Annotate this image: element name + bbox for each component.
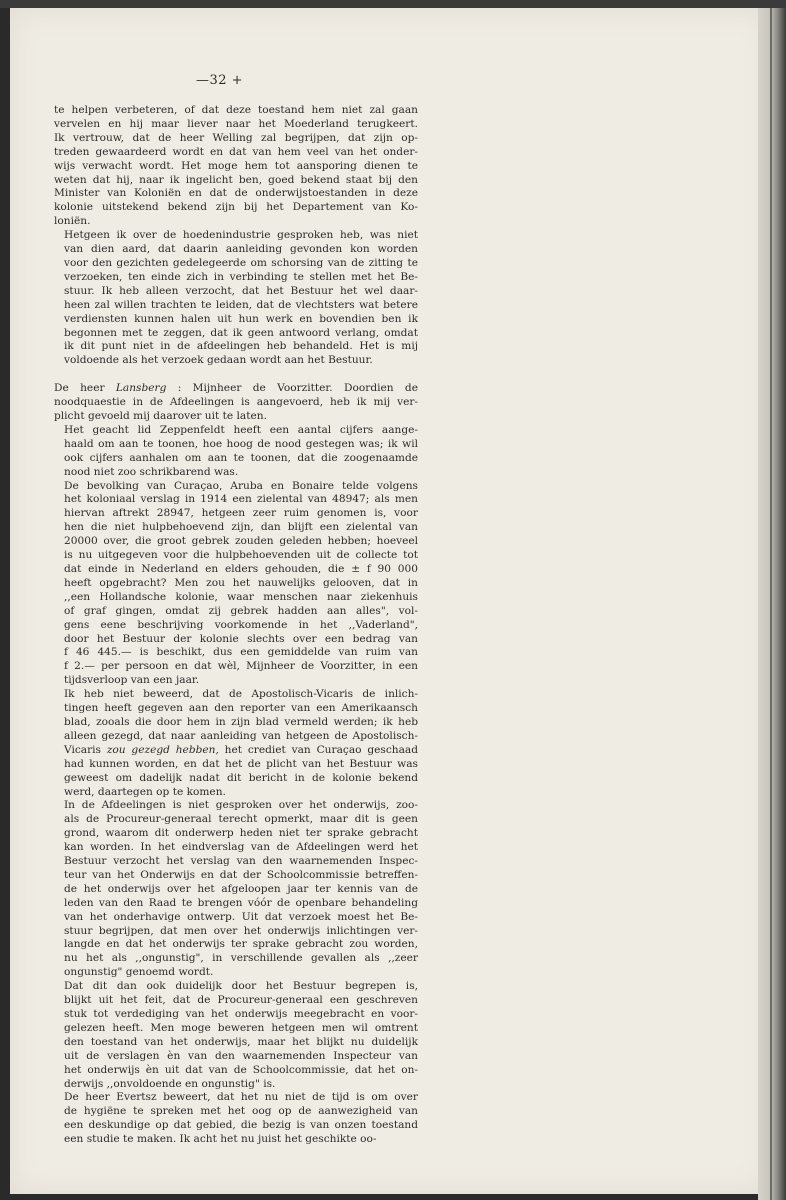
text-line: heen zal willen trachten te leiden, dat de vlechtsters wat betere <box>64 298 418 311</box>
text-line: nu het als ,,ongunstig", in verschillende gevallen als ,,zeer <box>64 952 418 965</box>
text-line: dat einde in Nederland en elders gehouden, die ± f 90 000 <box>64 563 418 575</box>
text-line: haald om aan te toonen, hoe hoog de nood gestegen was; ik wil <box>64 437 418 450</box>
text-line: ,,een Hollandsche kolonie, waar menschen naar ziekenhuis <box>64 590 418 603</box>
text-line: hen die niet hulpbehoevend zijn, dan blijft een zielental van <box>64 521 418 534</box>
text-line: stuur. Ik heb alleen verzocht, dat het Bestuur het wel daar- <box>64 284 418 297</box>
text-line: tijdsverloop van een jaar. <box>64 674 200 687</box>
text-line: tingen heeft gegeven aan den reporter van een Amerikaansch <box>64 702 418 715</box>
text-line: Minister van Koloniën en dat de onderwijstoestanden in deze <box>54 187 418 200</box>
text-line: plicht gevoeld mij daarover uit te laten. <box>54 410 267 423</box>
text-line: of graf gingen, omdat zij gebrek hadden aan alles", vol- <box>64 604 418 617</box>
text-line: blijkt uit het feit, dat de Procureur-generaal een geschreven <box>64 994 418 1007</box>
text-line: is nu uitgegeven voor die hulpbehoevenden uit de collecte tot <box>64 549 418 562</box>
text-line: Vicaris zou gezegd hebben, het crediet van Curaçao geschaad <box>64 743 418 756</box>
text-line: f 46 445.— is beschikt, dus een gemiddelde van ruim van <box>64 646 418 659</box>
text-line: het onderwijs èn uit dat van de Schoolcommissie, dat het on- <box>64 1063 418 1076</box>
text-line: loniën. <box>54 215 91 228</box>
text-line: als de Procureur-generaal terecht opmerkt, maar dit is geen <box>64 813 418 826</box>
text-line: vervelen en hij maar liever naar het Moederland terugkeert. <box>54 117 418 130</box>
text-line: ik dit punt niet in de afdeelingen heb behandeld. Het is mij <box>64 340 418 353</box>
text-line: werd, daartegen op te komen. <box>64 785 226 798</box>
text-line: hiervan aftrekt 28947, hetgeen zeer ruim genomen is, voor <box>64 507 418 520</box>
text-line: van het onderhavige ontwerp. Uit dat verzoek moest het Be- <box>64 910 418 923</box>
text-line: Ik vertrouw, dat de heer Welling zal begrijpen, dat zijn op- <box>54 131 418 144</box>
paragraph <box>54 799 418 980</box>
text-line: langde en dat het onderwijs ter sprake gebracht zou worden, <box>64 938 418 951</box>
text-line: de het onderwijs over het afgeloopen jaar ter kennis van de <box>64 882 418 895</box>
text-line: gens eene beschrijving voorkomende in het ,,Vaderland", <box>64 618 418 631</box>
text-line: Hetgeen ik over de hoedenindustrie gesproken heb, was niet <box>64 229 418 242</box>
text-line: ook cijfers aanhalen om aan te toonen, dat die zoogenaamde <box>64 451 418 464</box>
text-line: uit de verslagen èn van den waarnemenden Inspecteur van <box>64 1049 418 1062</box>
text-line: Bestuur verzocht het verslag van den waarnemenden Inspec- <box>64 855 418 868</box>
text-line: weten dat hij, naar ik ingelicht ben, goed bekend staat bij den <box>54 173 418 186</box>
text-line: heeft opgebracht? Men zou het nauwelijks gelooven, dat in <box>64 576 418 589</box>
text-line: alleen gezegd, dat naar aanleiding van hetgeen de Apostolisch- <box>64 729 418 742</box>
text-line: verzoeken, ten einde zich in verbinding te stellen met het Be- <box>64 270 418 283</box>
text-line: De bevolking van Curaçao, Aruba en Bonaire telde volgens <box>64 479 418 492</box>
text-line: blad, zooals die door hem in zijn blad vermeld werden; ik heb <box>64 715 418 728</box>
paragraph <box>54 688 418 799</box>
text-line: 20000 over, die groot gebrek zouden geleden hebben; hoeveel <box>64 535 418 548</box>
text-line: geweest om dadelijk nadat dit bericht in de kolonie bekend <box>64 771 418 784</box>
text-line: Het geacht lid Zeppenfeldt heeft een aantal cijfers aange- <box>64 423 418 436</box>
text-line: verdiensten kunnen halen uit hun werk en bovendien ben ik <box>64 312 418 325</box>
text-line: het koloniaal verslag in 1914 een zielental van 48947; als men <box>64 493 418 506</box>
paragraph <box>54 229 418 368</box>
text-line: door het Bestuur der kolonie slechts over een bedrag van <box>64 632 418 645</box>
text-line: de hygiëne te spreken met het oog op de aanwezigheid van <box>64 1105 418 1118</box>
text-line: kolonie uitstekend bekend zijn bij het Departement van Ko- <box>54 201 418 214</box>
text-line: treden gewaardeerd wordt en dat van hem veel van het onder- <box>54 145 418 158</box>
paragraph <box>54 382 418 424</box>
text-line: nood niet zoo schrikbarend was. <box>64 465 239 478</box>
text-line: gelezen heeft. Men moge beweren hetgeen men wil omtrent <box>64 1021 418 1034</box>
text-line: De heer Lansberg : Mijnheer de Voorzitter. Doordien de <box>54 382 418 395</box>
text-line: een studie te maken. Ik acht het nu juist het geschikte oo- <box>64 1133 377 1146</box>
text-line: een deskundige op dat gebied, die bezig is van onzen toestand <box>64 1119 418 1132</box>
text-line: derwijs ,,onvoldoende en ongunstig" is. <box>64 1077 276 1090</box>
text-line: voldoende als het verzoek gedaan wordt aan het Bestuur. <box>64 354 373 367</box>
text-line: stuur begrijpen, dat men over het onderwijs inlichtingen ver- <box>64 924 418 937</box>
text-line: De heer Evertsz beweert, dat het nu niet de tijd is om over <box>64 1091 418 1104</box>
text-line: te helpen verbeteren, of dat deze toestand hem niet zal gaan <box>54 104 418 116</box>
text-line: Ik heb niet beweerd, dat de Apostolisch-Vicaris de inlich- <box>64 688 418 701</box>
text-line: teur van het Onderwijs en dat der Schoolcommissie betreffen- <box>64 868 418 881</box>
paragraph <box>54 480 418 689</box>
page-number: —32 + <box>196 73 244 88</box>
text-line: stuk tot verdediging van het onderwijs meegebracht en voor- <box>64 1008 418 1020</box>
text-line: ongunstig" genoemd wordt. <box>64 966 214 979</box>
text-line: In de Afdeelingen is niet gesproken over het onderwijs, zoo- <box>64 799 418 812</box>
text-line: leden van den Raad te brengen vóór de openbare behandeling <box>64 896 418 909</box>
text-line: wijs verwacht wordt. Het moge hem tot aansporing dienen te <box>54 159 418 172</box>
text-line: van dien aard, dat daarin aanleiding gevonden kon worden <box>64 243 418 256</box>
paragraph <box>54 1091 418 1147</box>
text-line: had kunnen worden, en dat het de plicht van het Bestuur was <box>64 757 418 770</box>
scan-top-border <box>0 0 786 8</box>
paragraph <box>54 104 418 229</box>
body-text <box>54 104 418 1147</box>
page-spine-line <box>770 8 772 1200</box>
text-line: voor den gezichten gedelegeerde om schorsing van de zitting te <box>64 256 418 269</box>
text-line: den toestand van het onderwijs, maar het blijkt nu duidelijk <box>64 1035 418 1048</box>
text-line: f 2.— per persoon en dat wèl, Mijnheer de Voorzitter, in een <box>64 660 418 673</box>
text-line: begonnen met te zeggen, dat ik geen antwoord verlang, omdat <box>64 326 418 339</box>
paragraph <box>54 980 418 1091</box>
text-line: kan worden. In het eindverslag van de Afdeelingen werd het <box>64 841 418 854</box>
paragraph <box>54 424 418 480</box>
page-spine-edge <box>758 8 786 1200</box>
text-line: noodquaestie in de Afdeelingen is aangevoerd, heb ik mij ver- <box>54 396 418 409</box>
text-line: Dat dit dan ook duidelijk door het Bestuur begrepen is, <box>64 980 418 993</box>
text-line: grond, waarom dit onderwerp heden niet ter sprake gebracht <box>64 827 418 840</box>
